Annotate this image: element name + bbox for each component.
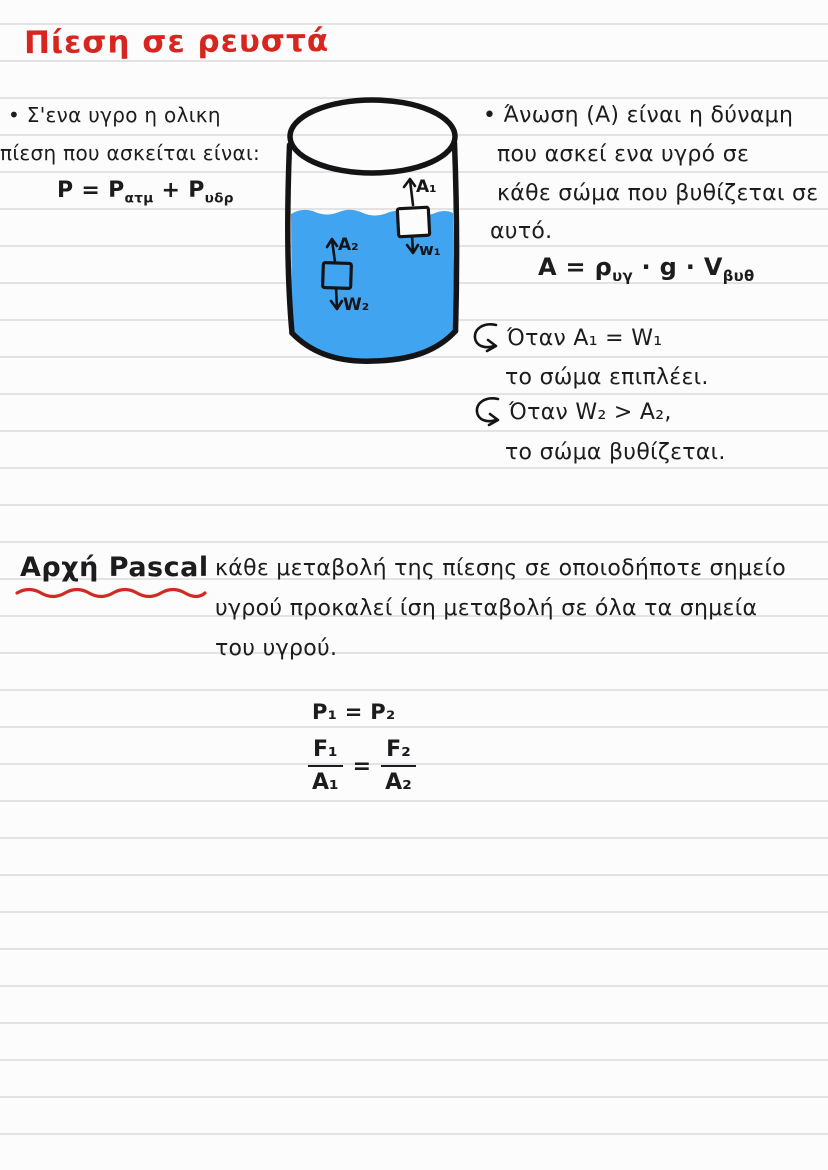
total-pressure-line-1: • Σ'ενα υγρο η ολικη [8,103,221,127]
buoyancy-label-1: A₁ [416,177,437,197]
fraction-left [308,736,343,796]
pascal-ratio-equation [308,736,416,796]
formula-plus: + [161,178,181,203]
pascal-line-2: υγρού προκαλεί ίση μεταβολή σε όλα τα σημεία [215,596,758,621]
fraction-right-denominator: A₂ [385,769,412,795]
buoyancy-line-2: που ασκεί ενα υγρό σε [497,142,750,167]
buoyancy-formula-dots: · g · [641,253,696,281]
weight-label-2: W₂ [343,295,370,315]
pascal-line-1: κάθε μεταβολή της πίεσης σε οποιοδήποτε σημείο [215,556,786,581]
total-pressure-line-2: πίεση που ασκείται είναι: [0,141,261,165]
formula-lhs: P [57,178,74,203]
fraction-equals: = [352,753,372,779]
wavy-underline-icon [14,584,209,602]
formula-equals: = [81,178,101,203]
buoyancy-formula-vol-sub: βυθ [722,266,755,285]
pascal-line-3: του υγρού. [215,636,338,661]
total-pressure-formula [57,178,234,206]
fraction-right-numerator: F₂ [381,736,416,767]
beaker-right-wall [455,143,457,331]
formula-p-atm-sub: ατμ [124,190,154,207]
condition-2-then: το σώμα βυθίζεται. [505,440,726,465]
buoyancy-formula-vol: V [703,253,723,281]
buoyancy-formula [538,253,755,285]
beaker-rim [290,100,455,173]
condition-2-when: Όταν W₂ > A₂, [509,400,672,425]
fraction-left-denominator: A₁ [312,769,339,795]
buoyancy-formula-rho: ρ [594,253,613,281]
condition-1-when: Όταν A₁ = W₁ [507,326,663,351]
weight-label-1: w₁ [419,240,441,259]
floating-body [397,207,429,237]
buoyancy-line-4: αυτό. [490,219,553,244]
buoyancy-line-3: κάθε σώμα που βυθίζεται σε [497,181,819,206]
page-title: Πίεση σε ρευστά [23,22,330,62]
formula-p-hyd-sub: υδρ [204,190,234,207]
beaker-diagram [263,88,485,372]
buoyancy-label-2: A₂ [338,235,359,255]
buoyancy-line-1: • Άνωση (Α) είναι η δύναμη [483,103,794,128]
hook-arrow-icon [474,396,502,426]
pascal-heading: Αρχή Pascal [20,552,209,583]
pascal-pressure-equation: P₁ = P₂ [312,700,396,724]
buoyancy-formula-lhs: A [538,253,557,281]
fraction-right [381,736,416,796]
buoyancy-formula-equals: = [565,253,586,281]
buoyancy-formula-rho-sub: υγ [612,266,633,285]
weight-arrow-2 [336,288,337,308]
weight-arrow-1 [412,236,413,252]
hook-arrow-icon [472,322,500,352]
formula-p-hyd: Ρ [188,178,205,203]
fraction-left-numerator: F₁ [308,736,343,767]
formula-p-atm: Ρ [108,178,125,203]
condition-1-then: το σώμα επιπλέει. [505,365,709,390]
